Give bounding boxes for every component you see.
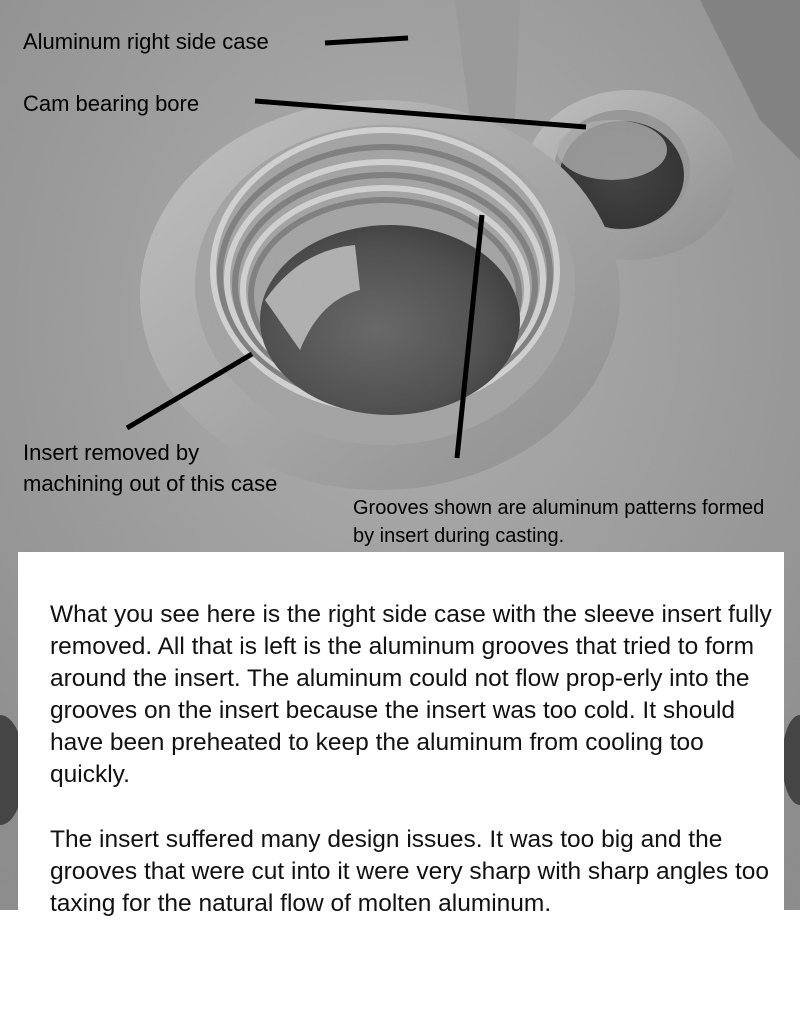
description-paragraph-1: What you see here is the right side case with the sleeve insert fully removed. All that is left is the aluminum grooves that tried to form around the insert. The aluminum could not flow prop-erly into the grooves on the insert because the insert was too cold. It should have been preheated to keep the aluminum from cooling too quickly. <box>50 601 772 788</box>
grooves-label: Grooves shown are aluminum patterns formed by insert during casting. <box>353 497 765 547</box>
description-paragraph-2: The insert suffered many design issues. It was too big and the grooves that were cut into it were very sharp with sharp angles too taxing for the natural flow of molten aluminum. <box>50 826 770 917</box>
bore-label: Cam bearing bore <box>23 91 200 116</box>
description-box <box>18 552 784 917</box>
case-label: Aluminum right side case <box>23 29 269 54</box>
insert-label: Insert removed by machining out of this case <box>23 440 278 496</box>
